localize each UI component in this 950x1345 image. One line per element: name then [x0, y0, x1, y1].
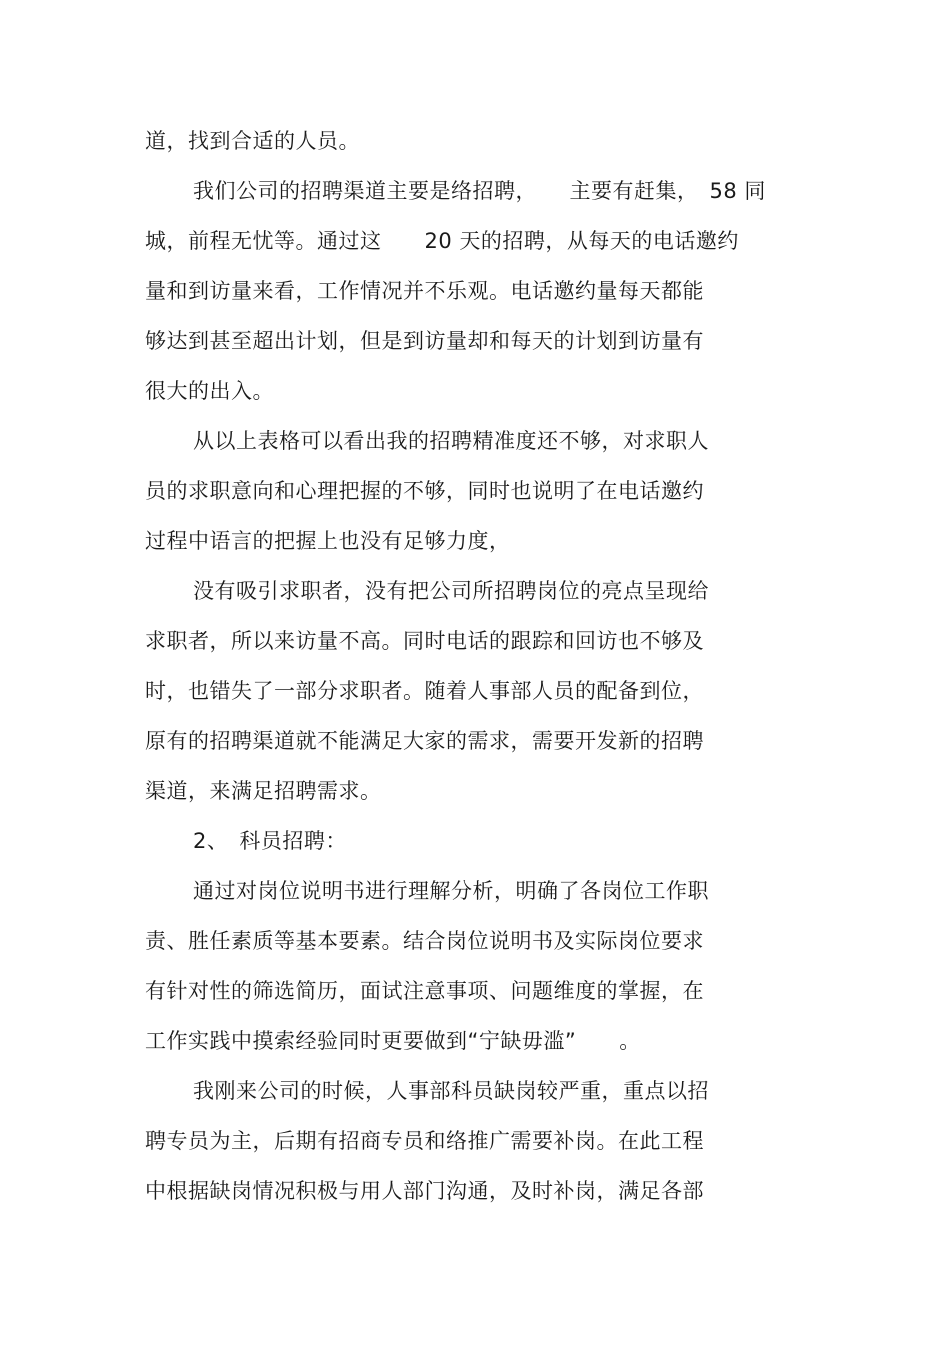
paragraph-line: 员的求职意向和心理把握的不够，同时也说明了在电话邀约: [145, 479, 704, 503]
paragraph-line: 很大的出入。: [145, 379, 274, 403]
paragraph-line: 我们公司的招聘渠道主要是络招聘， 主要有赶集， 58 同: [193, 179, 766, 203]
paragraph-line: 有针对性的筛选简历，面试注意事项、问题维度的掌握，在: [145, 979, 704, 1003]
paragraph-line: 没有吸引求职者，没有把公司所招聘岗位的亮点呈现给: [193, 579, 709, 603]
paragraph-line: 够达到甚至超出计划，但是到访量却和每天的计划到访量有: [145, 329, 704, 353]
paragraph-line: 责、胜任素质等基本要素。结合岗位说明书及实际岗位要求: [145, 929, 704, 953]
section-heading: 2、 科员招聘：: [193, 829, 347, 853]
paragraph-line: 从以上表格可以看出我的招聘精准度还不够，对求职人: [193, 429, 709, 453]
paragraph-line: 时，也错失了一部分求职者。随着人事部人员的配备到位，: [145, 679, 704, 703]
paragraph-line: 中根据缺岗情况积极与用人部门沟通，及时补岗，满足各部: [145, 1179, 704, 1203]
paragraph-line: 求职者，所以来访量不高。同时电话的跟踪和回访也不够及: [145, 629, 704, 653]
paragraph-line: 我刚来公司的时候，人事部科员缺岗较严重，重点以招: [193, 1079, 709, 1103]
paragraph-line: 道，找到合适的人员。: [145, 129, 360, 153]
paragraph-line: 通过对岗位说明书进行理解分析，明确了各岗位工作职: [193, 879, 709, 903]
paragraph-line: 过程中语言的把握上也没有足够力度，: [145, 529, 511, 553]
paragraph-line: 原有的招聘渠道就不能满足大家的需求，需要开发新的招聘: [145, 729, 704, 753]
paragraph-line: 渠道，来满足招聘需求。: [145, 779, 382, 803]
paragraph-line: 量和到访量来看，工作情况并不乐观。电话邀约量每天都能: [145, 279, 704, 303]
paragraph-line: 城，前程无忧等。通过这 20 天的招聘，从每天的电话邀约: [145, 229, 739, 253]
paragraph-line: 工作实践中摸索经验同时更要做到“宁缺毋滥” 。: [145, 1029, 641, 1053]
paragraph-line: 聘专员为主，后期有招商专员和络推广需要补岗。在此工程: [145, 1129, 704, 1153]
